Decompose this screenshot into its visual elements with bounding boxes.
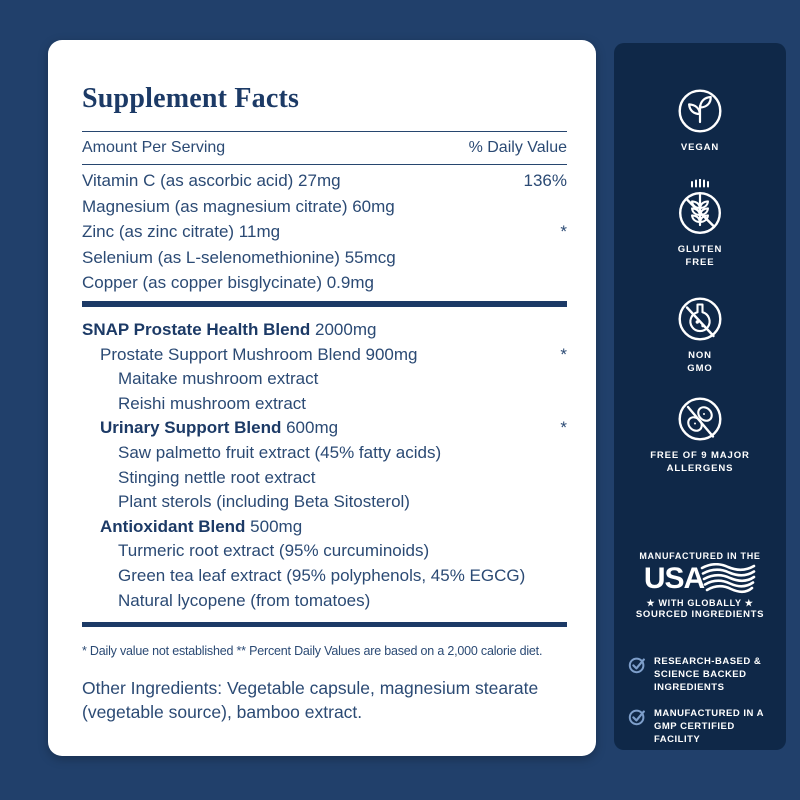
- blend-name-rest: Natural lycopene (from tomatoes): [118, 590, 371, 610]
- nutrient-value: 136%: [523, 171, 567, 190]
- certification-list: [628, 655, 778, 759]
- certification-sidebar: [614, 43, 786, 750]
- blend-name-rest: Turmeric root extract (95% curcuminoids): [118, 541, 430, 561]
- blend-name-rest: Saw palmetto fruit extract (45% fatty acids): [118, 442, 442, 462]
- usa-badge-bottom-text: SOURCED INGREDIENTS: [635, 609, 765, 620]
- badge-label: FREE OF 9 MAJOR ALLERGENS: [650, 450, 750, 474]
- amount-per-serving-label: Amount Per Serving: [82, 139, 226, 156]
- blend-row: [82, 466, 567, 491]
- check-circle-icon: [628, 656, 646, 674]
- blend-name-rest: 500mg: [245, 516, 303, 536]
- divider-thin-header: [82, 164, 567, 165]
- usa-text: USA: [643, 562, 705, 595]
- supplement-facts-title: Supplement Facts: [82, 83, 300, 114]
- table-header-row: [82, 132, 567, 164]
- non-gmo-flask-icon: [676, 295, 724, 343]
- certification-item: [628, 707, 778, 746]
- allergen-free-peanut-icon: [676, 395, 724, 443]
- nutrient-list: [82, 168, 567, 296]
- blend-name: [82, 343, 418, 368]
- blend-row: [82, 343, 567, 368]
- badge-label: NON GMO: [687, 350, 713, 374]
- check-circle-icon: [628, 708, 646, 726]
- blend-name-rest: Plant sterols (including Beta Sitosterol): [118, 492, 410, 512]
- blend-name-rest: Stinging nettle root extract: [118, 467, 316, 487]
- usa-badge-top-text: MANUFACTURED IN THE: [639, 551, 761, 561]
- blend-row: [82, 392, 567, 417]
- blend-name: [82, 539, 429, 564]
- blend-row: [82, 416, 567, 441]
- nutrient-row: [82, 194, 567, 220]
- blend-row: [82, 367, 567, 392]
- nutrient-row: [82, 219, 567, 245]
- usa-badge-main-row: [644, 563, 756, 595]
- blend-name-bold: Urinary Support Blend: [100, 418, 282, 438]
- made-in-usa-badge: [614, 551, 786, 621]
- blend-name: [82, 416, 338, 441]
- vegan-sprout-icon: [676, 87, 724, 135]
- blend-name-rest: Prostate Support Mushroom Blend 900mg: [100, 344, 418, 364]
- blend-row: [82, 515, 567, 540]
- blend-name-bold: Antioxidant Blend: [100, 516, 246, 536]
- gluten-free-wheat-icon: [674, 179, 726, 237]
- badge-non-gmo: [614, 295, 786, 375]
- nutrient-row: [82, 168, 567, 194]
- thick-divider-top: [82, 301, 567, 307]
- nutrient-name: Vitamin C (as ascorbic acid) 27mg: [82, 171, 341, 190]
- nutrient-row: [82, 270, 567, 296]
- blend-name: [82, 490, 410, 515]
- certification-text: RESEARCH-BASED & SCIENCE BACKED INGREDIENTS: [654, 656, 762, 693]
- nutrient-name: Magnesium (as magnesium citrate) 60mg: [82, 196, 395, 216]
- proprietary-blend-list: [82, 318, 567, 613]
- certification-text: MANUFACTURED IN A GMP CERTIFIED FACILITY: [654, 708, 764, 745]
- blend-name: [82, 564, 525, 589]
- blend-name: [82, 466, 316, 491]
- thick-divider-bottom: [82, 622, 567, 627]
- blend-row: [82, 490, 567, 515]
- usa-flag-icon: [700, 563, 756, 595]
- supplement-facts-card: [48, 40, 596, 756]
- blend-value: *: [560, 418, 567, 438]
- nutrient-name: Copper (as copper bisglycinate) 0.9mg: [82, 273, 374, 293]
- blend-name-rest: 2000mg: [310, 319, 377, 339]
- blend-name: [82, 367, 318, 392]
- badge-allergen-free: [614, 395, 786, 475]
- other-ingredients-text: Other Ingredients: Vegetable capsule, magnesium stearate (vegetable source), bamboo extract.: [82, 678, 539, 722]
- blend-name: [82, 589, 370, 614]
- blend-name: [82, 515, 302, 540]
- blend-row: [82, 441, 567, 466]
- badge-label: VEGAN: [680, 142, 720, 153]
- nutrient-row: [82, 245, 567, 271]
- nutrient-name: Zinc (as zinc citrate) 11mg: [82, 222, 281, 242]
- blend-name-bold: SNAP Prostate Health Blend: [82, 319, 311, 339]
- certification-item: [628, 655, 778, 694]
- blend-name-rest: 600mg: [281, 418, 339, 438]
- blend-name: [82, 318, 376, 343]
- nutrient-value: *: [560, 222, 567, 242]
- blend-name-rest: Green tea leaf extract (95% polyphenols, 45% EGCG): [118, 565, 526, 585]
- blend-row: [82, 564, 567, 589]
- blend-row: [82, 589, 567, 614]
- blend-value: *: [560, 344, 567, 364]
- badge-gluten-free: [614, 179, 786, 269]
- blend-row: [82, 539, 567, 564]
- badge-label: GLUTEN FREE: [677, 244, 723, 268]
- daily-value-label: % Daily Value: [468, 139, 567, 156]
- blend-row: [82, 318, 567, 343]
- nutrient-name: Selenium (as L-selenomethionine) 55mcg: [82, 247, 396, 267]
- blend-name: [82, 392, 306, 417]
- blend-name: [82, 441, 441, 466]
- blend-name-rest: Maitake mushroom extract: [118, 369, 319, 389]
- badge-vegan: [614, 87, 786, 155]
- blend-name-rest: Reishi mushroom extract: [118, 393, 307, 413]
- daily-value-footnote: * Daily value not established ** Percent Daily Values are based on a 2,000 calorie diet.: [82, 644, 543, 659]
- usa-badge-mid-text: ★ WITH GLOBALLY ★: [646, 598, 754, 608]
